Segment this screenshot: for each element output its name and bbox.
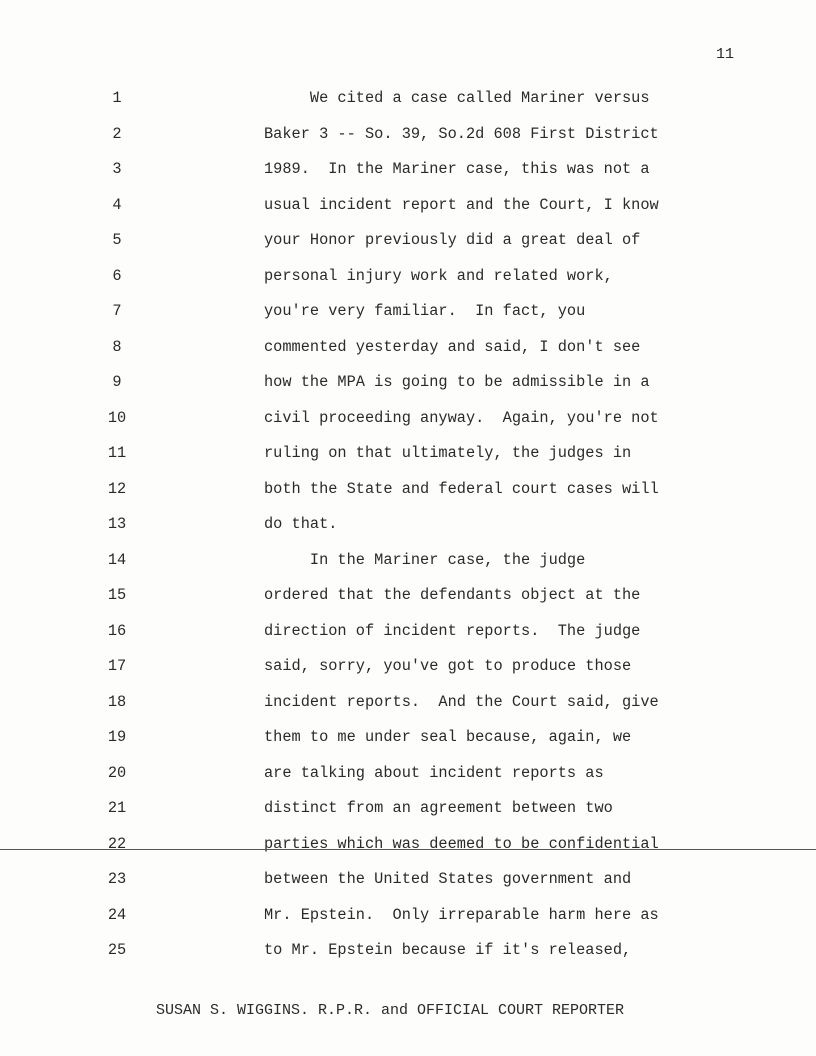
transcript-line bbox=[0, 151, 816, 187]
line-number: 5 bbox=[112, 231, 122, 249]
transcript-line bbox=[0, 826, 816, 862]
line-number: 10 bbox=[107, 408, 127, 427]
line-number: 20 bbox=[107, 763, 127, 782]
line-text: Baker 3 -- So. 39, So.2d 608 First District bbox=[264, 124, 659, 143]
transcript-line bbox=[0, 400, 816, 436]
transcript-line bbox=[0, 364, 816, 400]
line-text: parties which was deemed to be confidential bbox=[264, 834, 659, 853]
page-fold-line bbox=[0, 849, 816, 850]
transcript-line bbox=[0, 790, 816, 826]
transcript-line bbox=[0, 222, 816, 258]
line-number: 18 bbox=[107, 692, 127, 711]
line-number: 16 bbox=[107, 621, 127, 640]
line-text: to Mr. Epstein because if it's released, bbox=[264, 941, 632, 959]
line-text: usual incident report and the Court, I know bbox=[264, 195, 659, 214]
line-number: 1 bbox=[112, 89, 122, 107]
line-text: you're very familiar. In fact, you bbox=[264, 302, 586, 320]
line-number: 8 bbox=[112, 337, 122, 356]
transcript-line bbox=[0, 80, 816, 116]
line-text: personal injury work and related work, bbox=[264, 266, 613, 285]
line-number: 19 bbox=[107, 728, 127, 746]
line-number: 17 bbox=[107, 657, 127, 675]
line-number: 6 bbox=[112, 266, 122, 285]
line-text: incident reports. And the Court said, give bbox=[264, 692, 659, 711]
line-number: 9 bbox=[112, 373, 122, 391]
transcript-line bbox=[0, 897, 816, 933]
transcript-line bbox=[0, 116, 816, 152]
line-text: 1989. In the Mariner case, this was not a bbox=[264, 160, 650, 178]
line-text: both the State and federal court cases will bbox=[264, 479, 659, 498]
line-number: 15 bbox=[107, 586, 127, 604]
line-text: said, sorry, you've got to produce those bbox=[264, 657, 632, 675]
line-text: how the MPA is going to be admissible in a bbox=[264, 373, 650, 391]
line-text: do that. bbox=[264, 515, 338, 533]
transcript-line bbox=[0, 648, 816, 684]
transcript-line bbox=[0, 613, 816, 649]
line-text: ordered that the defendants object at the bbox=[264, 586, 641, 604]
line-text: your Honor previously did a great deal of bbox=[264, 231, 641, 249]
page-number: 11 bbox=[715, 46, 734, 63]
line-number: 11 bbox=[107, 444, 127, 462]
line-text: direction of incident reports. The judge bbox=[264, 621, 641, 640]
line-text: We cited a case called Mariner versus bbox=[264, 89, 650, 107]
line-number: 4 bbox=[112, 195, 122, 214]
line-text: civil proceeding anyway. Again, you're not bbox=[264, 408, 659, 427]
line-number: 2 bbox=[112, 124, 122, 143]
line-text: between the United States government and bbox=[264, 870, 632, 888]
line-text: are talking about incident reports as bbox=[264, 763, 604, 782]
transcript-line bbox=[0, 435, 816, 471]
transcript-line bbox=[0, 755, 816, 791]
transcript-line bbox=[0, 719, 816, 755]
line-number: 7 bbox=[112, 302, 122, 320]
reporter-footer bbox=[0, 1002, 816, 1019]
line-text: Mr. Epstein. Only irreparable harm here as bbox=[264, 905, 659, 924]
line-number: 14 bbox=[107, 550, 127, 569]
line-number: 24 bbox=[107, 905, 127, 924]
line-number: 12 bbox=[107, 479, 127, 498]
transcript-line bbox=[0, 293, 816, 329]
line-text: commented yesterday and said, I don't see bbox=[264, 337, 641, 356]
line-text: them to me under seal because, again, we bbox=[264, 728, 632, 746]
transcript-line bbox=[0, 471, 816, 507]
transcript-line bbox=[0, 932, 816, 968]
line-number: 21 bbox=[107, 799, 127, 817]
line-text: distinct from an agreement between two bbox=[264, 799, 613, 817]
line-number: 22 bbox=[107, 834, 127, 853]
line-number: 13 bbox=[107, 515, 127, 533]
line-text: ruling on that ultimately, the judges in bbox=[264, 444, 632, 462]
transcript-line bbox=[0, 577, 816, 613]
transcript-line bbox=[0, 861, 816, 897]
transcript-line bbox=[0, 187, 816, 223]
line-number: 3 bbox=[112, 160, 122, 178]
line-number: 25 bbox=[107, 941, 127, 959]
line-number: 23 bbox=[107, 870, 127, 888]
transcript-line bbox=[0, 542, 816, 578]
transcript-line bbox=[0, 258, 816, 294]
transcript-line bbox=[0, 506, 816, 542]
reporter-footer-text: SUSAN S. WIGGINS. R.P.R. and OFFICIAL COURT REPORTER bbox=[155, 1002, 625, 1019]
transcript-line bbox=[0, 329, 816, 365]
line-text: In the Mariner case, the judge bbox=[264, 550, 586, 569]
transcript-line bbox=[0, 684, 816, 720]
